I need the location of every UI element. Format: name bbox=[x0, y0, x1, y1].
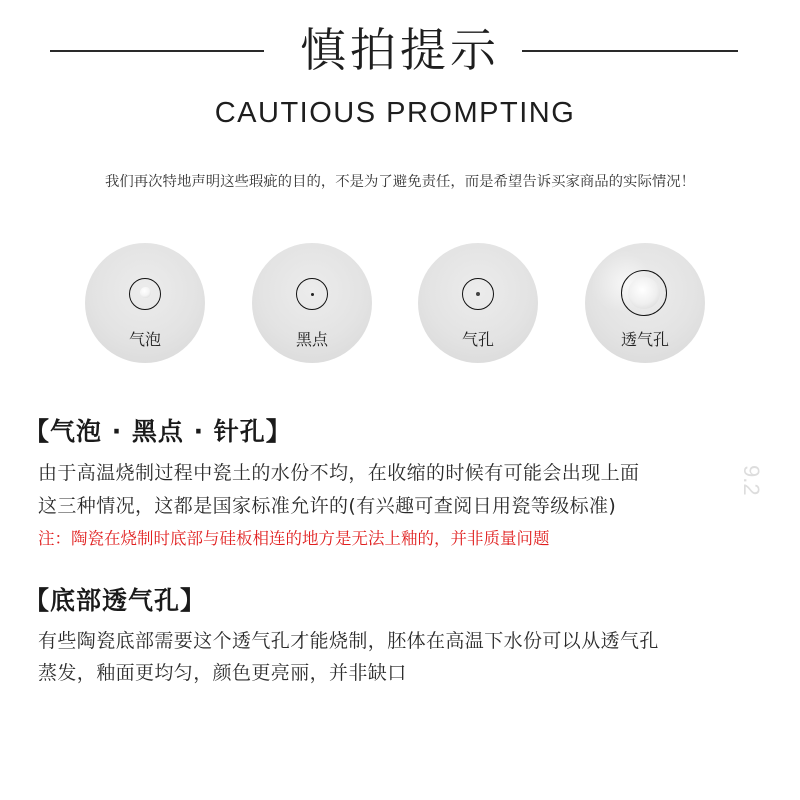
defect-label: 黑点 bbox=[295, 330, 328, 349]
section1-text-line: 这三种情况，这都是国家标准允许的(有兴趣可查阅日用瓷等级标准) bbox=[38, 495, 617, 517]
disclaimer-statement: 我们再次特地声明这些瑕疵的目的，不是为了避免责任，而是希望告诉买家商品的实际情况！ bbox=[104, 174, 696, 190]
section2-text-line: 有些陶瓷底部需要这个透气孔才能烧制，胚体在高温下水份可以从透气孔 bbox=[38, 630, 659, 652]
defect-label: 气泡 bbox=[128, 330, 161, 349]
black-dot-mark bbox=[311, 293, 314, 296]
pinhole-mark bbox=[476, 292, 480, 296]
defect-label: 气孔 bbox=[461, 330, 494, 349]
note-text: 注：陶瓷在烧制时底部与硅板相连的地方是无法上釉的，并非质量问题 bbox=[38, 529, 550, 548]
section-title-vent-hole: 【底部透气孔】 bbox=[24, 586, 207, 615]
bubble-mark bbox=[140, 287, 151, 298]
page-subtitle: CAUTIOUS PROMPTING bbox=[214, 97, 576, 129]
section1-text-line: 由于高温烧制过程中瓷土的水份不均，在收缩的时候有可能会出现上面 bbox=[38, 462, 640, 484]
section2-text-line: 蒸发，釉面更均匀，颜色更亮丽，并非缺口 bbox=[38, 662, 407, 684]
watermark: 9.2 bbox=[739, 465, 764, 496]
section-title-defects: 【气泡 · 黑点 · 针孔】 bbox=[24, 417, 292, 446]
defect-sample-pinhole bbox=[418, 243, 538, 363]
vent-hole-mark bbox=[628, 277, 660, 309]
defect-sample-black-dot bbox=[252, 243, 372, 363]
defect-label: 透气孔 bbox=[620, 330, 669, 349]
page-title: 慎拍提示 bbox=[300, 23, 500, 77]
defect-sample-vent-hole bbox=[585, 243, 705, 363]
defect-sample-bubble bbox=[85, 243, 205, 363]
